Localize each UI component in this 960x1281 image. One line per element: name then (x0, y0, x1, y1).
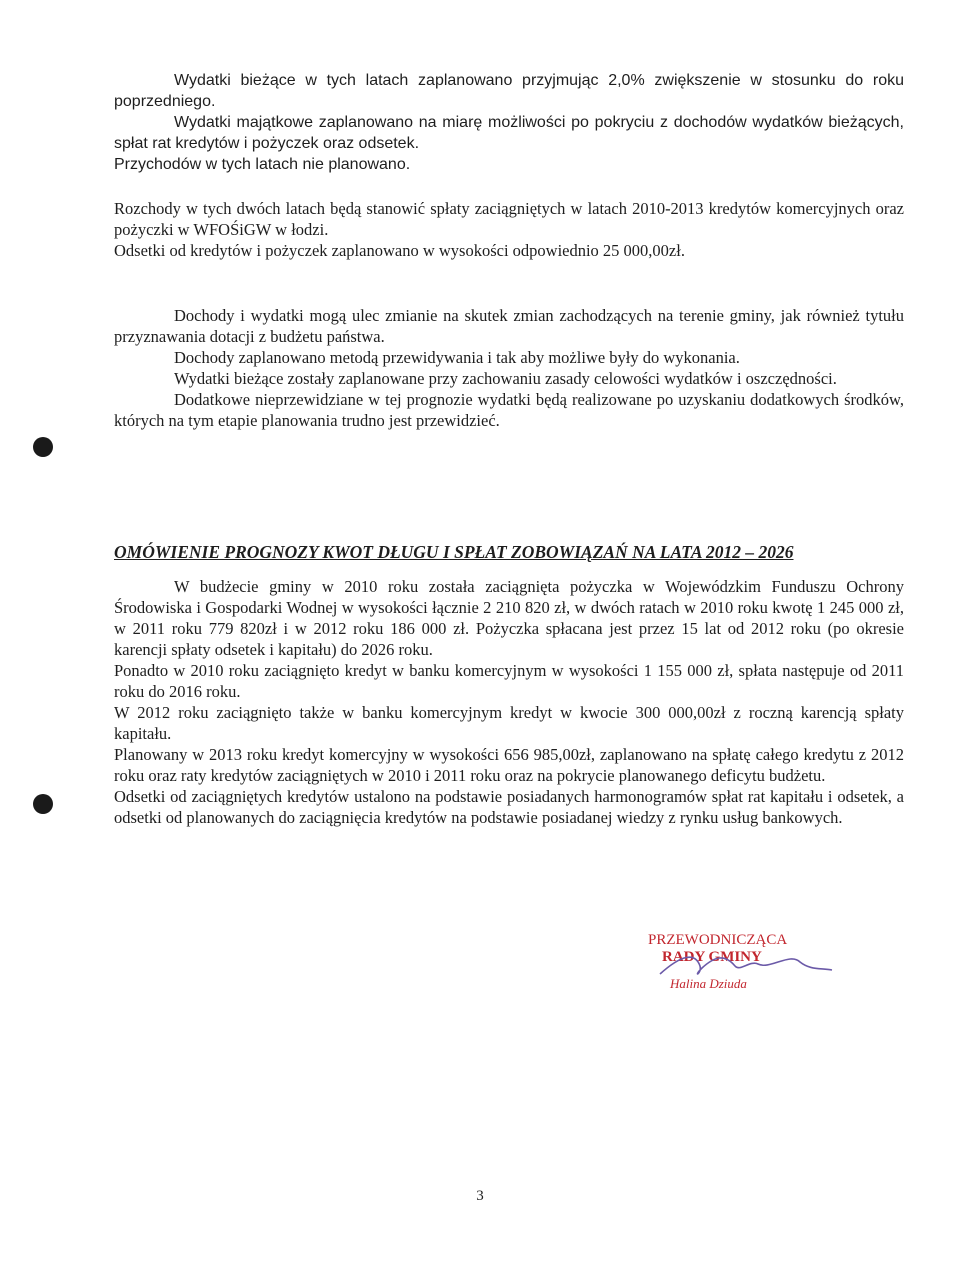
paragraph: Dodatkowe nieprzewidziane w tej prognozie wydatki będą realizowane po uzyskaniu dodatkowych środków, których na tym etapie planowania trudno jest przewidzieć. (114, 390, 904, 430)
paragraph: Dochody zaplanowano metodą przewidywania i tak aby możliwe były do wykonania. (174, 348, 740, 367)
paragraph: W budżecie gminy w 2010 roku została zaciągnięta pożyczka w Wojewódzkim Funduszu Ochrony Środowiska i Gospodarki Wodnej w wysokości łącznie 2 210 820 zł, w dwóch ratach w 2010 roku kwotę 1 245 000 zł, w 2011 roku 779 820zł i w 2012 roku 186 000 zł. Pożyczka spłacana jest przez 15 lat od 2012 roku (po okresie karencji spłaty odsetek i kapitału) do 2026 roku. (114, 577, 904, 659)
paragraph: Ponadto w 2010 roku zaciągnięto kredyt w banku komercyjnym w wysokości 1 155 000 zł, spłata następuje od 2011 roku do 2016 roku. (114, 661, 904, 701)
punch-hole (33, 437, 53, 457)
paragraph: Odsetki od kredytów i pożyczek zaplanowano w wysokości odpowiednio 25 000,00zł. (114, 241, 685, 260)
paragraph: Odsetki od zaciągniętych kredytów ustalono na podstawie posiadanych harmonogramów spłat rat kapitału i odsetek, a odsetki od planowanych do zaciągnięcia kredytów na podstawie posiadanej wiedzy z rynku usług bankowych. (114, 787, 904, 827)
paragraph: Planowany w 2013 roku kredyt komercyjny w wysokości 656 985,00zł, zaplanowano na spłatę całego kredytu z 2012 roku oraz raty kredytów zaciągniętych w 2010 i 2011 roku oraz na pokrycie planowanego deficytu budżetu. (114, 745, 904, 785)
paragraph: Dochody i wydatki mogą ulec zmianie na skutek zmian zachodzących na terenie gminy, jak również tytułu przyznawania dotacji z budżetu państwa. (114, 306, 904, 346)
chairperson-stamp (640, 926, 850, 996)
paragraph: Wydatki majątkowe zaplanowano na miarę możliwości po pokryciu z dochodów wydatków bieżących, spłat rat kredytów i pożyczek oraz odsetek. (114, 114, 904, 152)
paragraph: Rozchody w tych dwóch latach będą stanowić spłaty zaciągniętych w latach 2010-2013 kredytów komercyjnych oraz pożyczki w WFOŚiGW w łodzi. (114, 199, 904, 239)
paragraph-block-debt (114, 576, 904, 828)
stamp-title: PRZEWODNICZĄCA (648, 932, 788, 948)
stamp-name: Halina Dziuda (670, 976, 747, 991)
section-heading: OMÓWIENIE PROGNOZY KWOT DŁUGU I SPŁAT ZOBOWIĄZAŃ NA LATA 2012 – 2026 (114, 542, 794, 562)
paragraph: W 2012 roku zaciągnięto także w banku komercyjnym kredyt w kwocie 300 000,00zł z roczną karencją spłaty kapitału. (114, 703, 904, 743)
paragraph-block-revenue-changes (114, 305, 904, 431)
paragraph-block-expenses (114, 70, 904, 175)
paragraph-block-outflows (114, 198, 904, 261)
page-number: 3 (476, 1188, 484, 1204)
punch-hole (33, 794, 53, 814)
stamp-council: RADY GMINY (662, 949, 762, 965)
paragraph: Wydatki bieżące w tych latach zaplanowano przyjmując 2,0% zwiększenie w stosunku do roku poprzedniego. (114, 72, 904, 110)
paragraph: Wydatki bieżące zostały zaplanowane przy zachowaniu zasady celowości wydatków i oszczędności. (174, 369, 837, 388)
paragraph: Przychodów w tych latach nie planowano. (114, 156, 411, 173)
